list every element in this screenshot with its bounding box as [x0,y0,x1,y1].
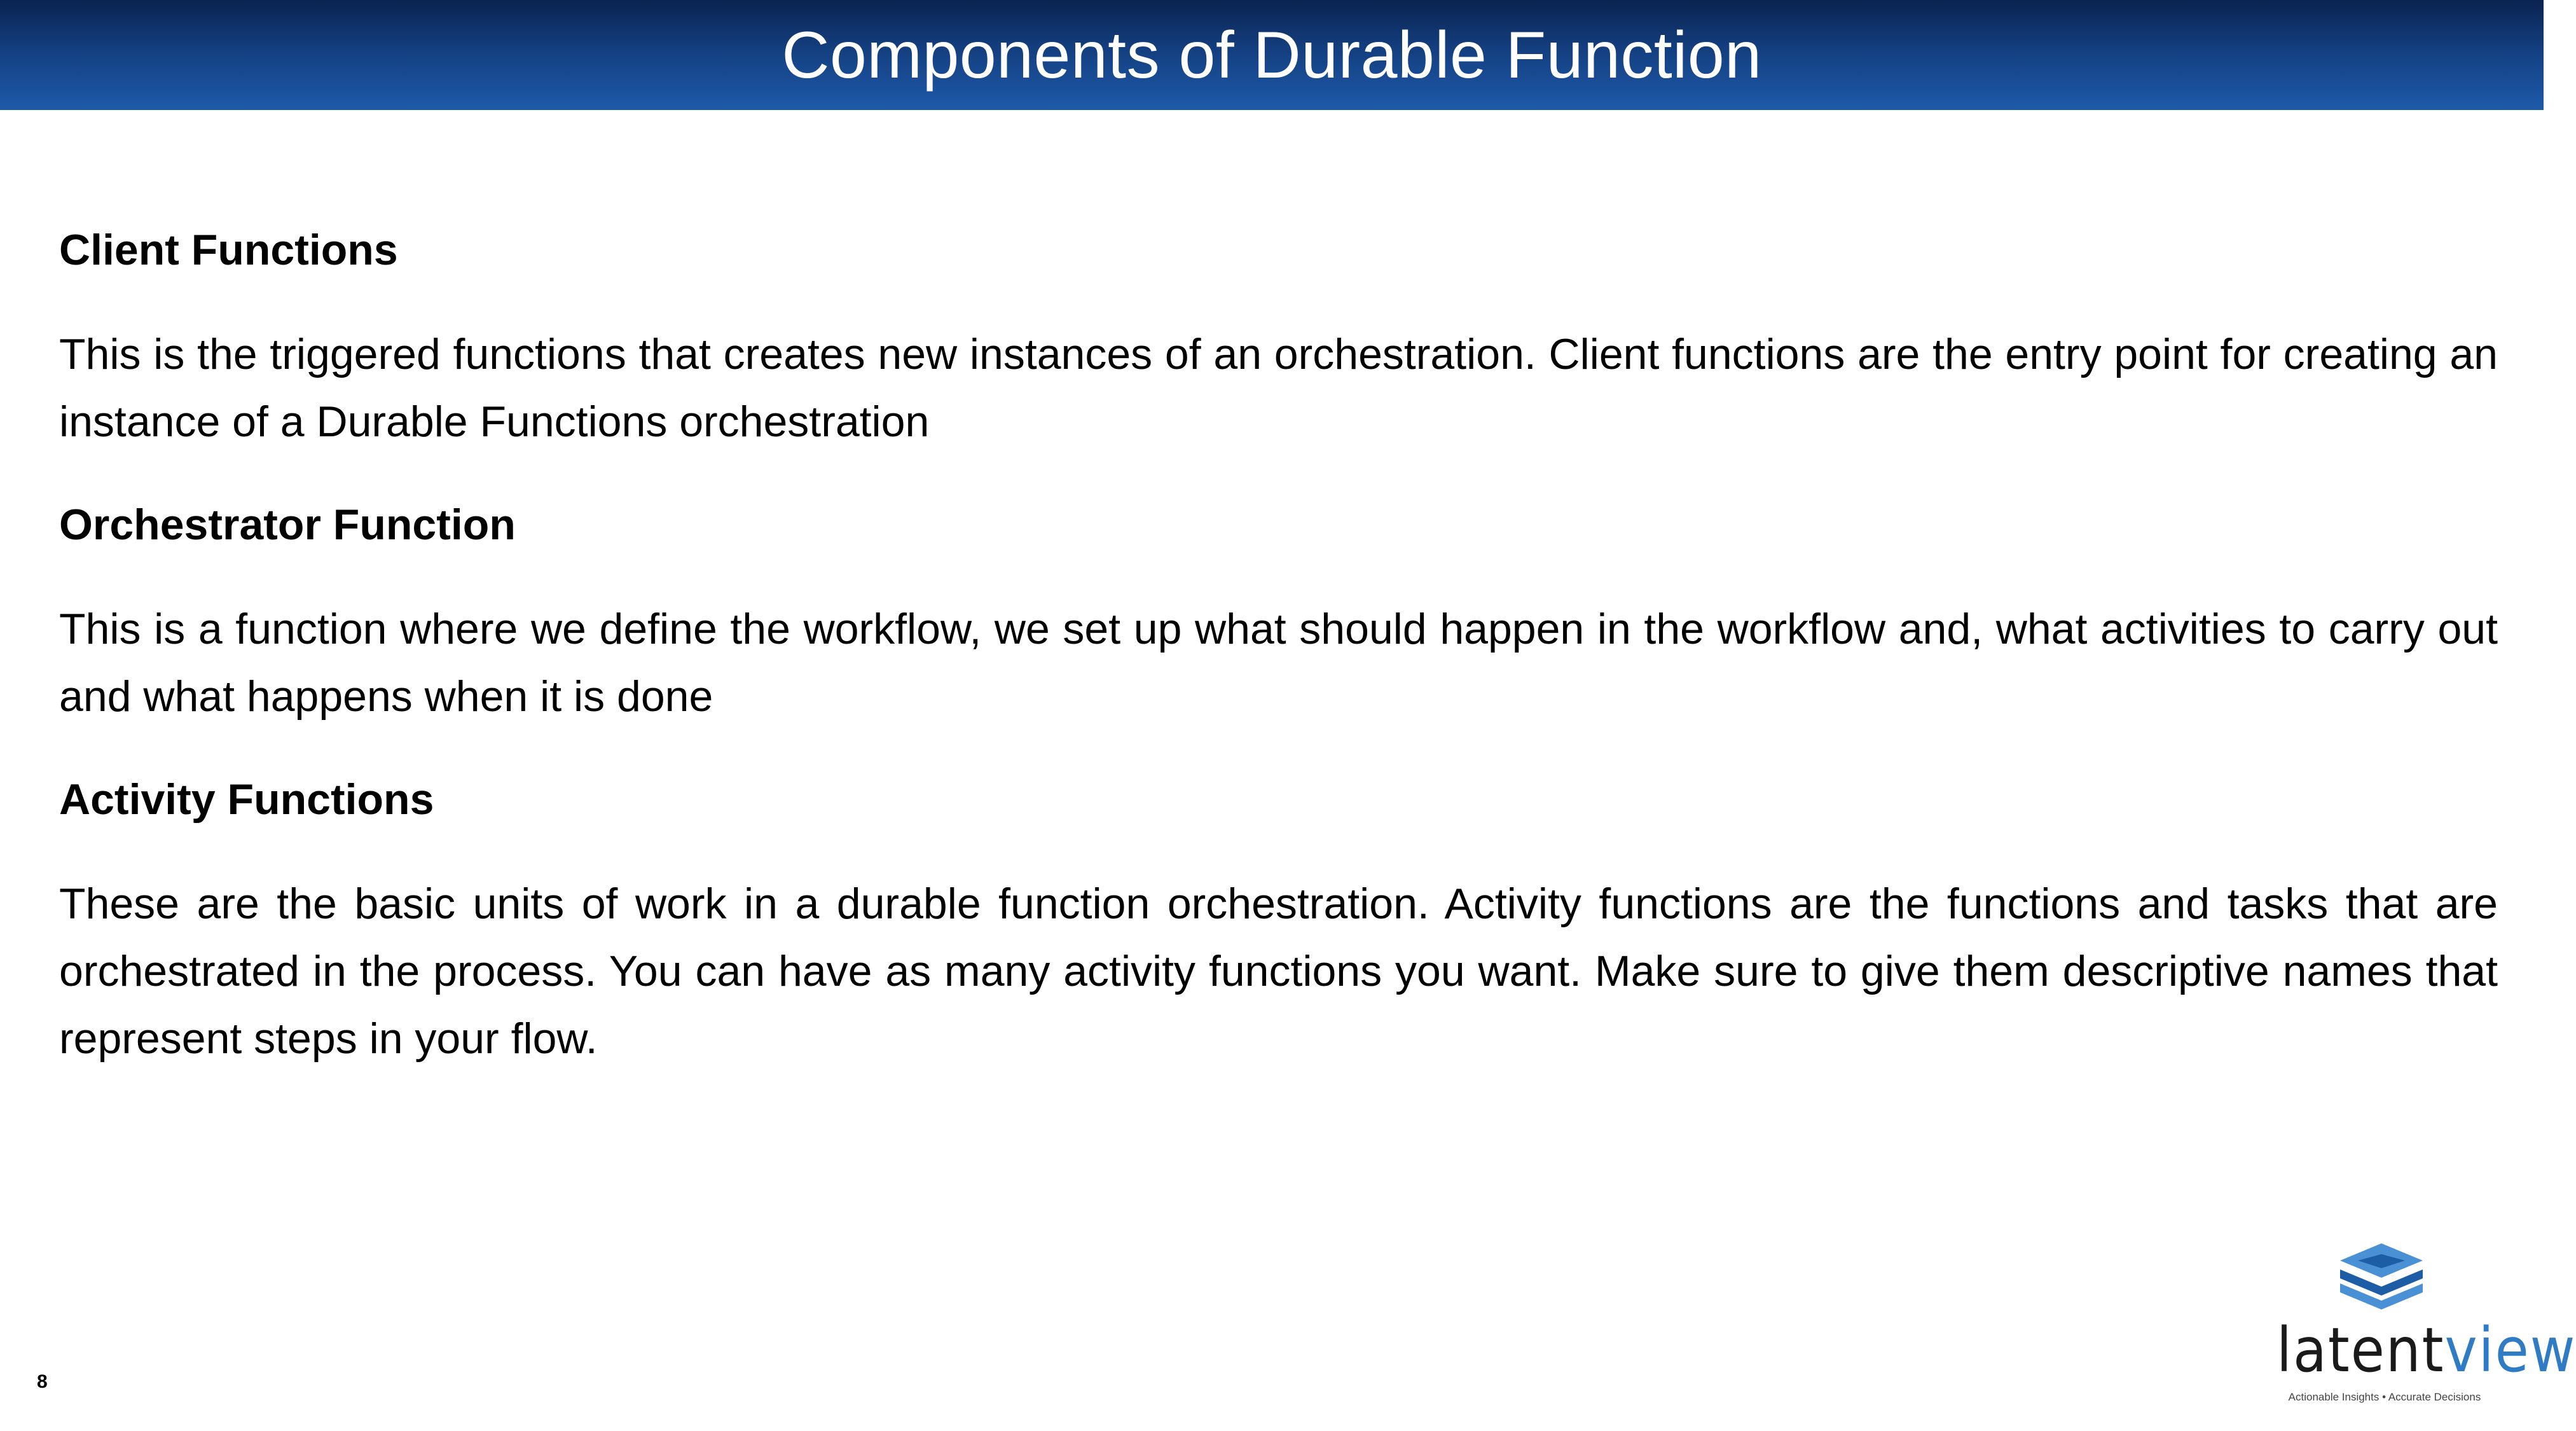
section-body: This is the triggered functions that creates new instances of an orchestration. Client functions are the entry point for creating an instance of a Durable Functions orchestration [59,330,2498,446]
slide-title: Components of Durable Function [782,18,1762,92]
section-heading: Client Functions [59,226,398,274]
section-heading: Activity Functions [59,775,434,824]
section-activity-functions [59,766,2498,1072]
latentview-logo [2264,1240,2576,1409]
logo-wordmark [2276,1315,2576,1386]
slide-content [59,216,2498,1072]
section-client-functions [59,216,2498,455]
section-orchestrator-function [59,491,2498,730]
logo-word-latent: latent [2276,1315,2445,1386]
logo-word-view: view [2444,1315,2576,1386]
page-number: 8 [37,1371,48,1392]
section-heading: Orchestrator Function [59,501,516,549]
section-body: This is a function where we define the workflow, we set up what should happen in the workflow and, what activities to carry out and what happens when it is done [59,605,2498,721]
title-bar [0,0,2544,110]
section-body: These are the basic units of work in a durable function orchestration. Activity functions are the functions and tasks that are orchestrated in the process. You can have as many activity functions you want. Make sure to give them descriptive names that represent steps in your flow. [59,880,2498,1063]
logo-tagline: Actionable Insights • Accurate Decisions [2288,1391,2481,1403]
stacked-layers-icon [2334,1240,2429,1313]
